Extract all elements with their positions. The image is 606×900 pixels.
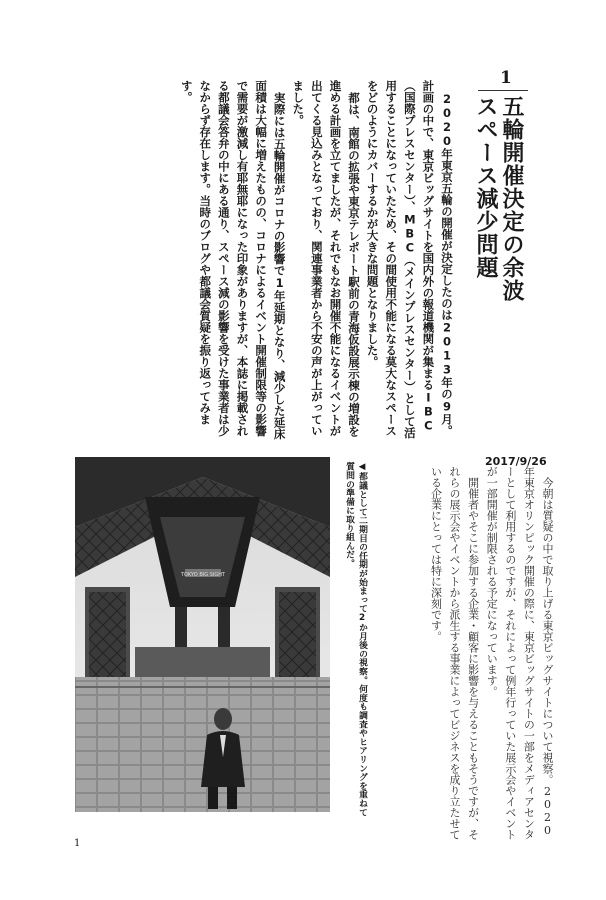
photo-illustration bbox=[75, 457, 330, 812]
post-date: 2017/9/26 bbox=[485, 455, 547, 468]
paragraph: 実際には五輪開催がコロナの影響で1年延期となり、減少した延床面積は大幅に増えたものの、コロナによるイベント開催制限等の影響で需要が激減し有耶無耶になった印象がありますが、本誌に掲載される都議会答弁の中にある通り、スペース減の影響を受けた事業者は少なからず存在します。当時のブログや都議会質疑を振り返ってみます。 bbox=[179, 80, 287, 439]
photo-caption: ◀都議として二期目の任期が始まって2か月後の視察。何度も調査やヒアリングを重ねて質問の準備に取り組んだ。 bbox=[344, 462, 367, 817]
body-text-bottom bbox=[426, 466, 556, 841]
page-number: 1 bbox=[74, 838, 81, 849]
photo-tokyo-big-sight bbox=[75, 457, 330, 812]
paragraph: 今朝は質疑の中で取り上げる東京ビッグサイトについて視察。2020年東京オリンピック開催の際に、東京ビッグサイトの一部をメディアセンターとして利用するのですが、それによって例年行っていた展示会やイベントが一部開催が制限される予定になっています。 bbox=[485, 466, 554, 840]
svg-text:TOKYO BIG SIGHT: TOKYO BIG SIGHT bbox=[180, 572, 226, 578]
paragraph: 開催者やそこに参加する企業・顧客に影響を与えることもそうですが、それらの展示会やイベントから派生する事業によってビジネスを成り立たせている企業にとっては特に深刻です。 bbox=[429, 466, 480, 840]
chapter-rule bbox=[478, 90, 528, 91]
chapter-title-line-1: 五輪開催決定の余波 bbox=[499, 95, 524, 302]
chapter-number: 1 bbox=[500, 68, 512, 88]
paragraph: 2020年東京五輪の開催が決定したのは2013年の9月。計画の中で、東京ビッグサイトを国内外の報道機関が集まるIBC（国際プレスセンター）、MBC（メインプレスセンター）として活用することになっていたため、その間使用不能になる莫大なスペースをどのようにカバーするかが大きな問題となりました。 bbox=[365, 80, 454, 439]
body-text-top bbox=[177, 80, 456, 440]
paragraph: 都は、南館の拡張や東京テレポート駅前の青海仮設展示棟の増設を進める計画を立てましたが、それでもなお開催不能になるイベントが出てくる見込みとなっており、関連事業者から不安の声が上がっていました。 bbox=[291, 80, 362, 437]
chapter-title-line-2: スペース減少問題 bbox=[473, 95, 498, 279]
